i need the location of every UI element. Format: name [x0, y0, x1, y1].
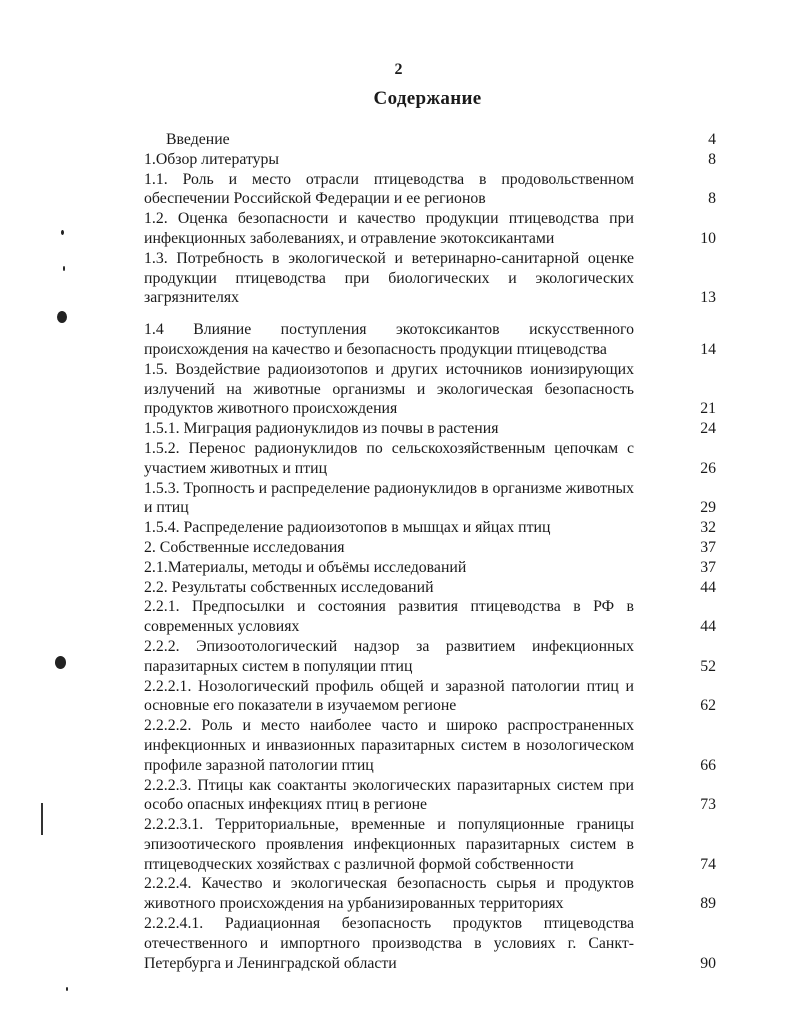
- toc-entry-text: 2.2.2. Эпизоотологический надзор за развитием инфекционных паразитарных систем в популяции птиц: [144, 637, 634, 675]
- toc-entry-page: 10: [700, 229, 716, 247]
- toc-entry-page: 8: [708, 190, 716, 208]
- toc-entry-text: 2.2.2.2. Роль и место наиболее часто и широко распространенных инфекционных и инвазионных паразитарных систем в нозологическом профиле заразной патологии птиц: [144, 717, 634, 774]
- toc-entry-page: 14: [700, 340, 716, 358]
- toc-entry-text: 2.1.Материалы, методы и объёмы исследований: [144, 558, 467, 576]
- toc-entry-page: 37: [700, 558, 716, 576]
- toc-entry: [144, 360, 716, 419]
- scan-line-mark: [41, 803, 43, 835]
- toc-entry-text: 2.2.1. Предпосылки и состояния развития птицеводства в РФ в современных условиях: [144, 598, 634, 636]
- table-of-contents: [144, 130, 716, 973]
- toc-entry-page: 90: [700, 954, 716, 972]
- toc-entry-page: 62: [700, 697, 716, 715]
- toc-entry-text: 1.5.4. Распределение радиоизотопов в мышцах и яйцах птиц: [144, 519, 551, 537]
- toc-entry: [144, 479, 716, 519]
- page-number: 2: [394, 61, 403, 78]
- toc-entry-text: 1.5.1. Миграция радионуклидов из почвы в растения: [144, 420, 499, 438]
- scan-speck: [61, 230, 64, 235]
- toc-entry: [144, 130, 716, 150]
- toc-entry-page: 74: [700, 855, 716, 873]
- toc-entry: [144, 320, 716, 360]
- toc-entry: [144, 716, 716, 775]
- toc-entry-page: 21: [700, 400, 716, 418]
- toc-entry-page: 73: [700, 796, 716, 814]
- toc-entry-page: 44: [700, 578, 716, 596]
- toc-entry-text: 2.2.2.3.1. Территориальные, временные и популяционные границы эпизоотического проявления инфекционных паразитарных систем в птицеводческих хозяйствах с различной формой собственности: [144, 816, 634, 873]
- toc-entry-text: 2.2.2.4. Качество и экологическая безопасность сырья и продуктов животного происхождения на урбанизированных территориях: [144, 875, 634, 913]
- page-title: Содержание: [373, 88, 482, 109]
- toc-entry: [144, 209, 716, 249]
- toc-entry-page: 66: [700, 756, 716, 774]
- toc-entry-text: 1.5.3. Тропность и распределение радионуклидов в организме животных и птиц: [144, 479, 634, 517]
- section-gap: [144, 308, 716, 320]
- toc-entry-text: Введение: [166, 131, 230, 148]
- toc-entry: [144, 170, 716, 210]
- toc-entry-page: 13: [700, 289, 716, 307]
- toc-entry-page: 29: [700, 499, 716, 517]
- punch-hole-mark: [57, 311, 67, 323]
- toc-entry-text: 1.Обзор литературы: [144, 150, 280, 168]
- toc-entry: [144, 150, 716, 170]
- toc-entry: [144, 419, 716, 439]
- toc-entry: [144, 815, 716, 874]
- toc-entry: [144, 597, 716, 637]
- toc-entry-text: 2.2.2.1. Нозологический профиль общей и заразной патологии птиц и основные его показатели в изучаемом регионе: [144, 677, 634, 715]
- toc-entry-text: 1.2. Оценка безопасности и качество продукции птицеводства при инфекционных заболеваниях, и отравление экотоксикантами: [144, 210, 634, 247]
- scan-speck: [66, 987, 68, 991]
- toc-entry-text: 1.5.2. Перенос радионуклидов по сельскохозяйственным цепочкам с участием животных и птиц: [144, 439, 634, 477]
- toc-entry-page: 24: [700, 420, 716, 438]
- toc-entry: [144, 776, 716, 816]
- toc-entry: [144, 677, 716, 717]
- toc-entry: [144, 874, 716, 914]
- toc-entry-page: 32: [700, 519, 716, 537]
- toc-entry-page: 89: [700, 895, 716, 913]
- toc-entry-page: 52: [700, 657, 716, 675]
- toc-entry: [144, 249, 716, 308]
- toc-entry-text: 1.1. Роль и место отрасли птицеводства в продовольственном обеспечении Российской Федерации и ее регионов: [144, 170, 634, 208]
- toc-entry: [144, 518, 716, 538]
- toc-entry-text: 1.3. Потребность в экологической и ветеринарно-санитарной оценке продукции птицеводства при биологических и экологических загрязнителях: [144, 249, 634, 307]
- toc-entry: [144, 439, 716, 479]
- toc-entry-text: 1.5. Воздействие радиоизотопов и других источников ионизирующих излучений на животные организмы и экологическая безопасность продуктов животного происхождения: [144, 360, 634, 418]
- toc-entry-page: 44: [700, 618, 716, 636]
- toc-entry: [144, 538, 716, 558]
- toc-entry: [144, 558, 716, 578]
- scan-speck: [63, 266, 65, 271]
- toc-entry-text: 2.2.2.4.1. Радиационная безопасность продуктов птицеводства отечественного и импортного производства в условиях г. Санкт-Петербурга и Ленинградской области: [144, 915, 634, 972]
- toc-entry-text: 2.2.2.3. Птицы как соактанты экологических паразитарных систем при особо опасных инфекциях птиц в регионе: [144, 776, 634, 814]
- toc-entry-text: 2. Собственные исследования: [144, 538, 345, 556]
- toc-entry: [144, 637, 716, 677]
- punch-hole-mark: [55, 656, 66, 669]
- toc-entry: [144, 578, 716, 598]
- toc-entry-page: 8: [708, 150, 716, 168]
- toc-entry-page: 37: [700, 538, 716, 556]
- toc-entry-text: 2.2. Результаты собственных исследований: [144, 578, 434, 596]
- toc-entry-page: 26: [700, 459, 716, 477]
- toc-entry-text: 1.4 Влияние поступления экотоксикантов искусственного происхождения на качество и безопасность продукции птицеводства: [144, 321, 634, 358]
- toc-entry-page: 4: [708, 131, 716, 148]
- toc-entry: [144, 914, 716, 973]
